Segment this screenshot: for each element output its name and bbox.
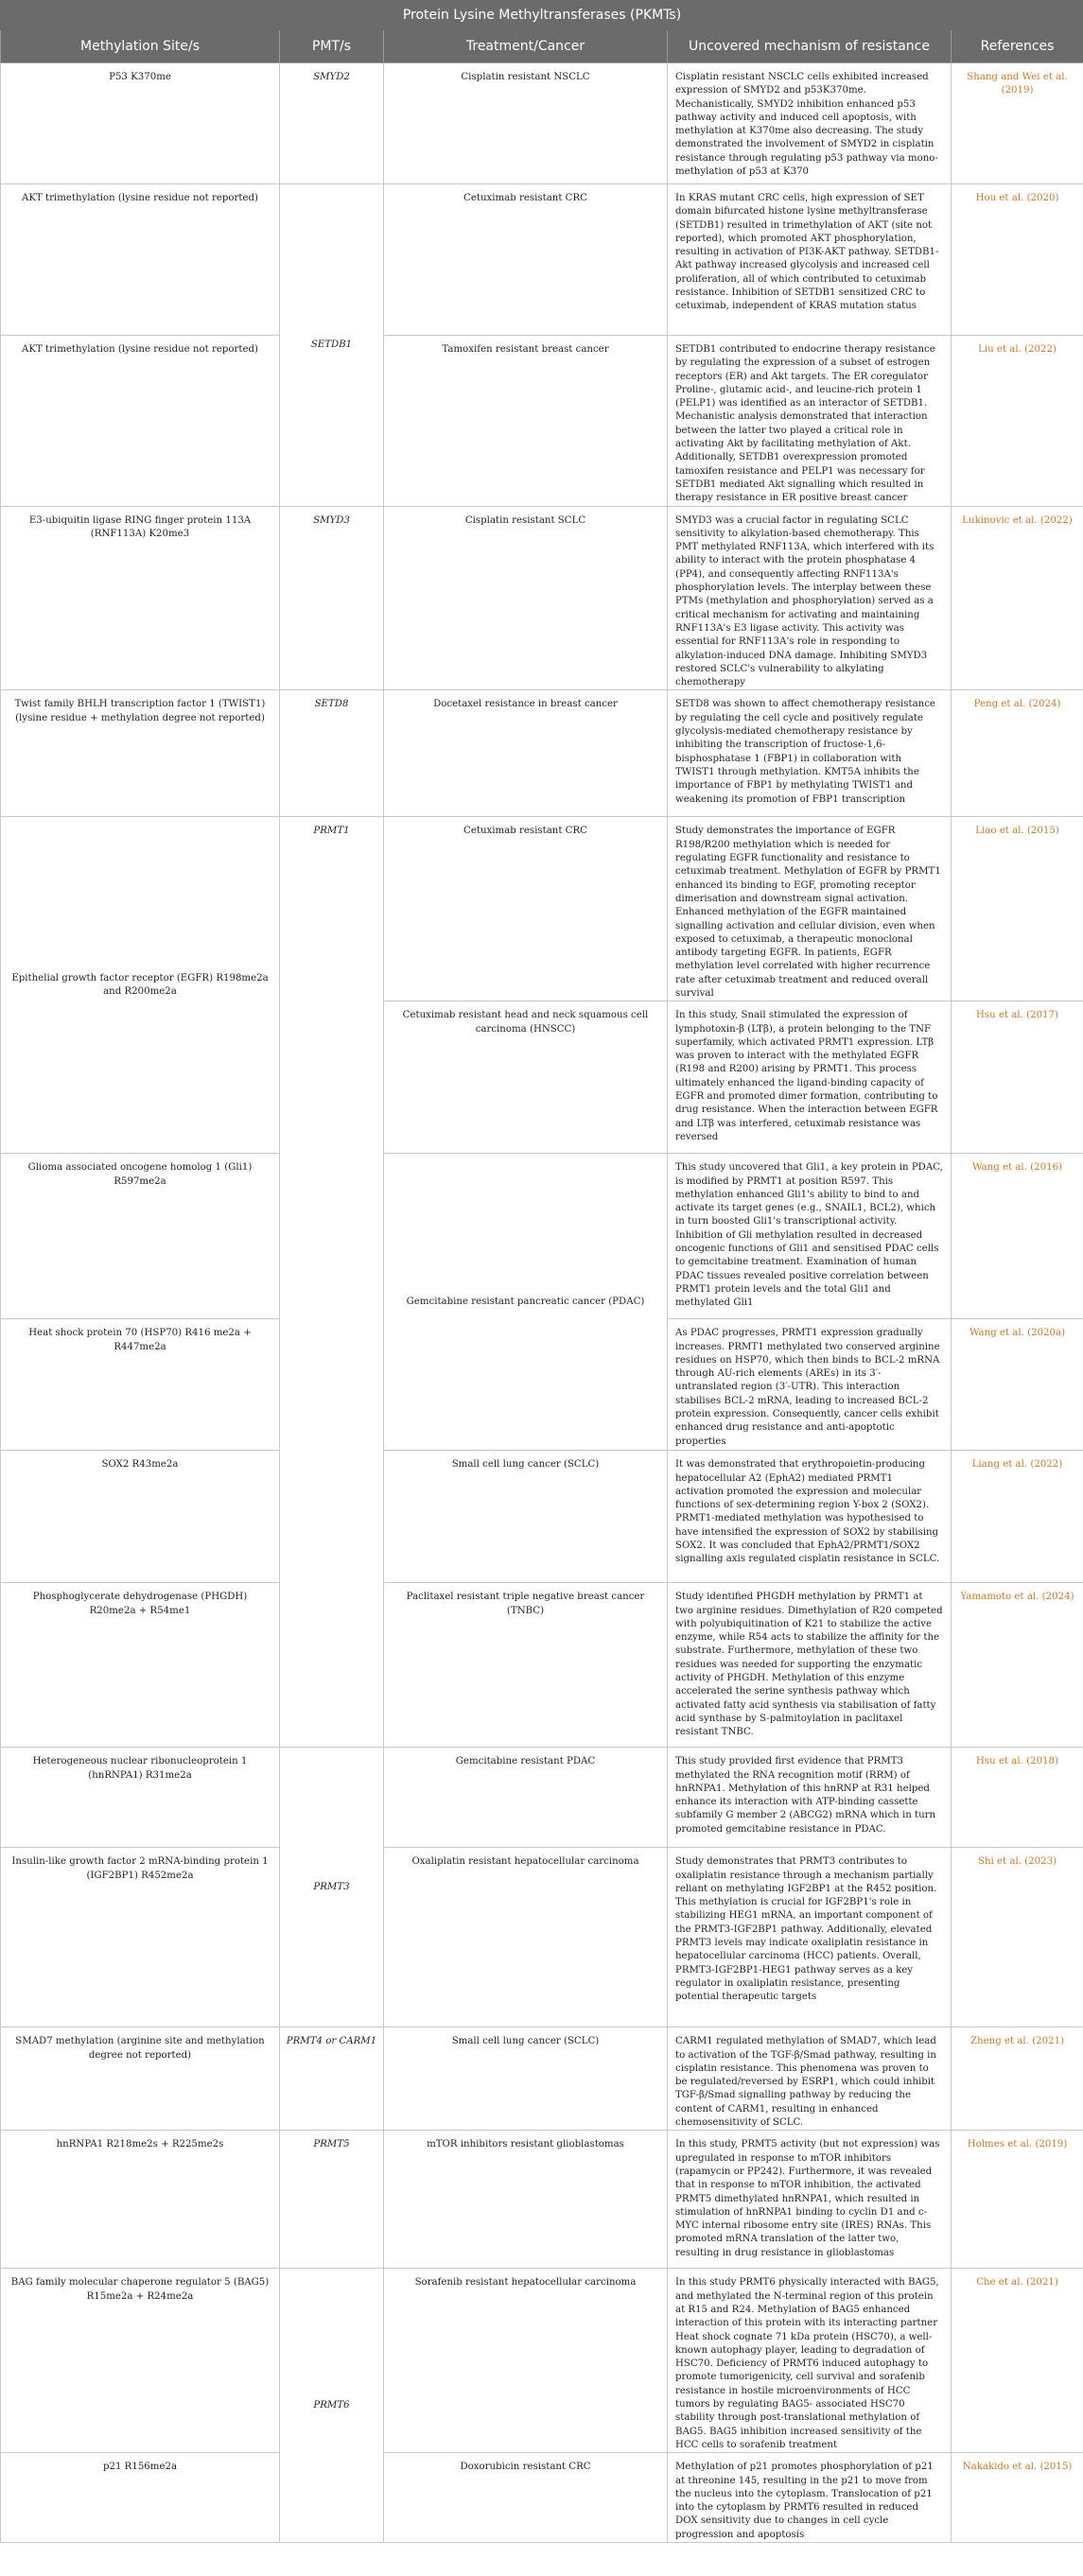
methylation-site: Phosphoglycerate dehydrogenase (PHGDH) R20me2a + R54me1: [1, 1583, 280, 1748]
table-row: [1, 1748, 1083, 1848]
reference-link[interactable]: Hou et al. (2020): [952, 184, 1083, 336]
pmt-name: PRMT5: [280, 2131, 384, 2269]
mechanism-text: Study demonstrates the importance of EGFR R198/R200 methylation which is needed for regulating EGFR functionality and resistance to cetuximab treatment. Methylation of EGFR by PRMT1 enhanced its binding to EGF, promoting receptor dimerisation and downstream signal activation. Enhanced methylation of the EGFR maintained signalling activation and cellular division, even when exposed to cetuximab, a therapeutic monoclonal antibody targeting EGFR. In patients, EGFR methylation level correlated with higher recurrence rate after cetuximab treatment and reduced overall survival: [668, 817, 952, 1001]
table-row: [1, 2131, 1083, 2269]
table-row: [1, 1451, 1083, 1583]
methylation-site: p21 R156me2a: [1, 2453, 280, 2543]
methylation-site: SOX2 R43me2a: [1, 1451, 280, 1583]
table-title-row: [1, 1, 1083, 30]
table-row: [1, 336, 1083, 507]
reference-link[interactable]: Liang et al. (2022): [952, 1451, 1083, 1583]
header-methylation-site: Methylation Site/s: [1, 30, 280, 63]
mechanism-text: This study provided first evidence that PRMT3 methylated the RNA recognition motif (RRM) of hnRNPA1. Methylation of this hnRNP at R31 helped enhance its interaction with ATP-binding cassette subfamily G member 2 (ABCG2) mRNA which in turn promoted gemcitabine resistance in PDAC.: [668, 1748, 952, 1848]
table-row: [1, 2453, 1083, 2543]
mechanism-text: SETD8 was shown to affect chemotherapy resistance by regulating the cell cycle and positively regulate glycolysis-mediated chemotherapy resistance by inhibiting the transcription of fructose-1,6-bisphosphatase 1 (FBP1) in collaboration with TWIST1 through methylation. KMT5A inhibits the importance of FBP1 by methylating TWIST1 and weakening its promotion of FBP1 transcription: [668, 690, 952, 817]
pmt-name: PRMT6: [280, 2269, 384, 2543]
reference-link[interactable]: Wang et al. (2016): [952, 1154, 1083, 1319]
methylation-site: Twist family BHLH transcription factor 1 (TWIST1) (lysine residue + methylation degree not reported): [1, 690, 280, 817]
treatment-cancer: Gemcitabine resistant PDAC: [384, 1748, 668, 1848]
header-pmt: PMT/s: [280, 30, 384, 63]
mechanism-text: This study uncovered that Gli1, a key protein in PDAC, is modified by PRMT1 at position R597. This methylation enhanced Gli1's ability to bind to and activate its target genes (e.g., SNAIL1, BCL2), which in turn boosted Gli1's transcriptional activity. Inhibition of Gli methylation resulted in decreased oncogenic functions of Gli1 and sensitised PDAC cells to gemcitabine treatment. Examination of human PDAC tissues revealed positive correlation between PRMT1 protein levels and the total Gli1 and methylated Gli1: [668, 1154, 952, 1319]
treatment-cancer: Doxorubicin resistant CRC: [384, 2453, 668, 2543]
mechanism-text: In this study PRMT6 physically interacted with BAG5, and methylated the N-terminal region of this protein at R15 and R24. Methylation of BAG5 enhanced interaction of this protein with its interacting partner Heat shock cognate 71 kDa protein (HSC70), a well- known autophagy player, leading to degradation of HSC70. Deficiency of PRMT6 induced autophagy to promote tumorigenicity, cell survival and sorafenib resistance in hostile microenvironments of HCC tumors by regulating BAG5- associated HSC70 stability through post-translational methylation of BAG5. BAG5 inhibition increased sensitivity of the HCC cells to sorafenib treatment: [668, 2269, 952, 2453]
table-title: Protein Lysine Methyltransferases (PKMTs): [1, 1, 1083, 30]
table-row: [1, 184, 1083, 336]
reference-link[interactable]: Shi et al. (2023): [952, 1848, 1083, 2028]
mechanism-text: Methylation of p21 promotes phosphorylation of p21 at threonine 145, resulting in the p21 to move from the nucleus into the cytoplasm. Translocation of p21 into the cytoplasm by PRMT6 resulted in reduced DOX sensitivity due to changes in cell cycle progression and apoptosis: [668, 2453, 952, 2543]
reference-link[interactable]: Lukinovic et al. (2022): [952, 506, 1083, 690]
mechanism-text: As PDAC progresses, PRMT1 expression gradually increases. PRMT1 methylated two conserved arginine residues on HSP70, which then binds to BCL-2 mRNA through AU-rich elements (AREs) in its 3′-untranslated region (3′-UTR). This interaction stabilises BCL-2 mRNA, leading to increased BCL-2 protein expression. Consequently, cancer cells exhibit enhanced drug resistance and anti-apoptotic properties: [668, 1319, 952, 1451]
treatment-cancer: Docetaxel resistance in breast cancer: [384, 690, 668, 817]
reference-link[interactable]: Peng et al. (2024): [952, 690, 1083, 817]
table-row: [1, 63, 1083, 184]
methylation-site: AKT trimethylation (lysine residue not reported): [1, 336, 280, 507]
methylation-site: BAG family molecular chaperone regulator 5 (BAG5) R15me2a + R24me2a: [1, 2269, 280, 2453]
header-treatment-cancer: Treatment/Cancer: [384, 30, 668, 63]
mechanism-text: In KRAS mutant CRC cells, high expression of SET domain bifurcated histone lysine methyltransferase (SETDB1) resulted in trimethylation of AKT (site not reported), which promoted AKT phosphorylation, resulting in activation of PI3K-AKT pathway. SETDB1-Akt pathway increased glycolysis and increased cell proliferation, all of which contributed to cetuximab resistance. Inhibition of SETDB1 sensitized CRC to cetuximab, independent of KRAS mutation status: [668, 184, 952, 336]
reference-link[interactable]: Shang and Wei et al. (2019): [952, 63, 1083, 184]
reference-link[interactable]: Zheng et al. (2021): [952, 2028, 1083, 2131]
pmt-name: SETDB1: [280, 184, 384, 507]
pmt-name: SETD8: [280, 690, 384, 817]
methylation-site: AKT trimethylation (lysine residue not reported): [1, 184, 280, 336]
treatment-cancer: Gemcitabine resistant pancreatic cancer (PDAC): [384, 1154, 668, 1451]
pmt-name: SMYD2: [280, 63, 384, 184]
mechanism-text: SETDB1 contributed to endocrine therapy resistance by regulating the expression of a subset of estrogen receptors (ER) and Akt targets. The ER coregulator Proline-, glutamic acid-, and leucine-rich protein 1 (PELP1) was identified as an interactor of SETDB1. Mechanistic analysis demonstrated that interaction between the latter two played a critical role in activating Akt by facilitating methylation of Akt. Additionally, SETDB1 overexpression promoted tamoxifen resistance and PELP1 was necessary for SETDB1 mediated Akt signalling which resulted in therapy resistance in ER positive breast cancer: [668, 336, 952, 507]
methylation-site: E3-ubiquitin ligase RING finger protein 113A (RNF113A) K20me3: [1, 506, 280, 690]
mechanism-text: Study demonstrates that PRMT3 contributes to oxaliplatin resistance through a mechanism partially reliant on methylating IGF2BP1 at the R452 position. This methylation is crucial for IGF2BP1's role in stabilizing HEG1 mRNA, an important component of the PRMT3-IGF2BP1 pathway. Additionally, elevated PRMT3 levels may indicate oxaliplatin resistance in hepatocellular carcinoma (HCC) patients. Overall, PRMT3-IGF2BP1-HEG1 pathway serves as a key regulator in oxaliplatin resistance, presenting potential therapeutic targets: [668, 1848, 952, 2028]
mechanism-text: In this study, Snail stimulated the expression of lymphotoxin-β (LTβ), a protein belonging to the TNF superfamily, which activated PRMT1 expression. LTβ was proven to interact with the methylated EGFR (R198 and R200) arising by PRMT1. This process ultimately enhanced the ligand-binding capacity of EGFR and promoted dimer formation, contributing to drug resistance. When the interaction between EGFR and LTβ was interfered, cetuximab resistance was reversed: [668, 1001, 952, 1154]
treatment-cancer: Cetuximab resistant head and neck squamous cell carcinoma (HNSCC): [384, 1001, 668, 1154]
treatment-cancer: Sorafenib resistant hepatocellular carcinoma: [384, 2269, 668, 2453]
table-row: [1, 1583, 1083, 1748]
reference-link[interactable]: Hsu et al. (2017): [952, 1001, 1083, 1154]
reference-link[interactable]: Holmes et al. (2019): [952, 2131, 1083, 2269]
methylation-site: Glioma associated oncogene homolog 1 (Gli1) R597me2a: [1, 1154, 280, 1319]
treatment-cancer: Small cell lung cancer (SCLC): [384, 2028, 668, 2131]
methylation-site: P53 K370me: [1, 63, 280, 184]
table-row: [1, 1848, 1083, 2028]
methylation-site: Epithelial growth factor receptor (EGFR) R198me2a and R200me2a: [1, 817, 280, 1154]
table-row: [1, 2028, 1083, 2131]
methylation-site: Insulin-like growth factor 2 mRNA-binding protein 1 (IGF2BP1) R452me2a: [1, 1848, 280, 2028]
reference-link[interactable]: Wang et al. (2020a): [952, 1319, 1083, 1451]
pmt-name: PRMT3: [280, 1748, 384, 2028]
reference-link[interactable]: Liao et al. (2015): [952, 817, 1083, 1001]
table-header-row: [1, 30, 1083, 63]
table-row: [1, 690, 1083, 817]
mechanism-text: It was demonstrated that erythropoietin-producing hepatocellular A2 (EphA2) mediated PRMT1 activation promoted the expression and molecular functions of sex-determining region Y-box 2 (SOX2). PRMT1-mediated methylation was hypothesised to have intensified the expression of SOX2 by stabilising SOX2. It was concluded that EphA2/PRMT1/SOX2 signalling axis regulated cisplatin resistance in SCLC.: [668, 1451, 952, 1583]
pmt-name: PRMT4 or CARM1: [280, 2028, 384, 2131]
mechanism-text: In this study, PRMT5 activity (but not expression) was upregulated in response to mTOR inhibitors (rapamycin or PP242). Furthermore, it was revealed that in response to mTOR inhibition, the activated PRMT5 dimethylated hnRNPA1, which resulted in stimulation of hnRNPA1 binding to cyclin D1 and c-MYC internal ribosome entry site (IRES) RNAs. This promoted mRNA translation of the latter two, resulting in drug resistance in glioblastomas: [668, 2131, 952, 2269]
treatment-cancer: Tamoxifen resistant breast cancer: [384, 336, 668, 507]
methylation-site: Heat shock protein 70 (HSP70) R416 me2a + R447me2a: [1, 1319, 280, 1451]
reference-link[interactable]: Che et al. (2021): [952, 2269, 1083, 2453]
pmt-name: PRMT1: [280, 817, 384, 1748]
table-row: [1, 1154, 1083, 1319]
reference-link[interactable]: Liu et al. (2022): [952, 336, 1083, 507]
treatment-cancer: Cisplatin resistant SCLC: [384, 506, 668, 690]
reference-link[interactable]: Nakakido et al. (2015): [952, 2453, 1083, 2543]
table-row: [1, 817, 1083, 1001]
pmt-name: SMYD3: [280, 506, 384, 690]
treatment-cancer: Cetuximab resistant CRC: [384, 184, 668, 336]
treatment-cancer: Small cell lung cancer (SCLC): [384, 1451, 668, 1583]
table-row: [1, 2269, 1083, 2453]
treatment-cancer: Paclitaxel resistant triple negative breast cancer (TNBC): [384, 1583, 668, 1748]
header-references: References: [952, 30, 1083, 63]
table-row: [1, 506, 1083, 690]
treatment-cancer: Cisplatin resistant NSCLC: [384, 63, 668, 184]
mechanism-text: CARM1 regulated methylation of SMAD7, which lead to activation of the TGF-β/Smad pathway, resulting in cisplatin resistance. This phenomena was proven to be regulated/reversed by ESRP1, which could inhibit TGF-β/Smad signalling pathway by reducing the content of CARM1, resulting in enhanced chemosensitivity of SCLC.: [668, 2028, 952, 2131]
methylation-site: SMAD7 methylation (arginine site and methylation degree not reported): [1, 2028, 280, 2131]
treatment-cancer: Oxaliplatin resistant hepatocellular carcinoma: [384, 1848, 668, 2028]
reference-link[interactable]: Yamamoto et al. (2024): [952, 1583, 1083, 1748]
methylation-site: hnRNPA1 R218me2s + R225me2s: [1, 2131, 280, 2269]
mechanism-text: Study identified PHGDH methylation by PRMT1 at two arginine residues. Dimethylation of R20 competed with polyubiquitination of K21 to stabilize the active enzyme, while R54 acts to stabilize the affinity for the substrate. Furthermore, methylation of these two residues was needed for supporting the enzymatic activity of PHGDH. Methylation of this enzyme accelerated the serine synthesis pathway which activated fatty acid synthesis via stabilisation of fatty acid synthase by S-palmitoylation in paclitaxel resistant TNBC.: [668, 1583, 952, 1748]
mechanism-text: SMYD3 was a crucial factor in regulating SCLC sensitivity to alkylation-based chemotherapy. This PMT methylated RNF113A, which interfered with its ability to interact with the protein phosphatase 4 (PP4), and consequently affecting RNF113A's phosphorylation levels. The interplay between these PTMs (methylation and phosphorylation) served as a critical mechanism for activating and maintaining RNF113A's E3 ligase activity. This activity was essential for RNF113A's role in responding to alkylation-induced DNA damage. Inhibiting SMYD3 restored SCLC's vulnerability to alkylating chemotherapy: [668, 506, 952, 690]
reference-link[interactable]: Hsu et al. (2018): [952, 1748, 1083, 1848]
treatment-cancer: Cetuximab resistant CRC: [384, 817, 668, 1001]
mechanism-text: Cisplatin resistant NSCLC cells exhibited increased expression of SMYD2 and p53K370me. Mechanistically, SMYD2 inhibition enhanced p53 pathway activity and induced cell apoptosis, with methylation at K370me also decreasing. The study demonstrated the involvement of SMYD2 in cisplatin resistance through regulating p53 pathway via mono-methylation of p53 at K370: [668, 63, 952, 184]
methylation-site: Heterogeneous nuclear ribonucleoprotein 1 (hnRNPA1) R31me2a: [1, 1748, 280, 1848]
header-mechanism: Uncovered mechanism of resistance: [668, 30, 952, 63]
treatment-cancer: mTOR inhibitors resistant glioblastomas: [384, 2131, 668, 2269]
